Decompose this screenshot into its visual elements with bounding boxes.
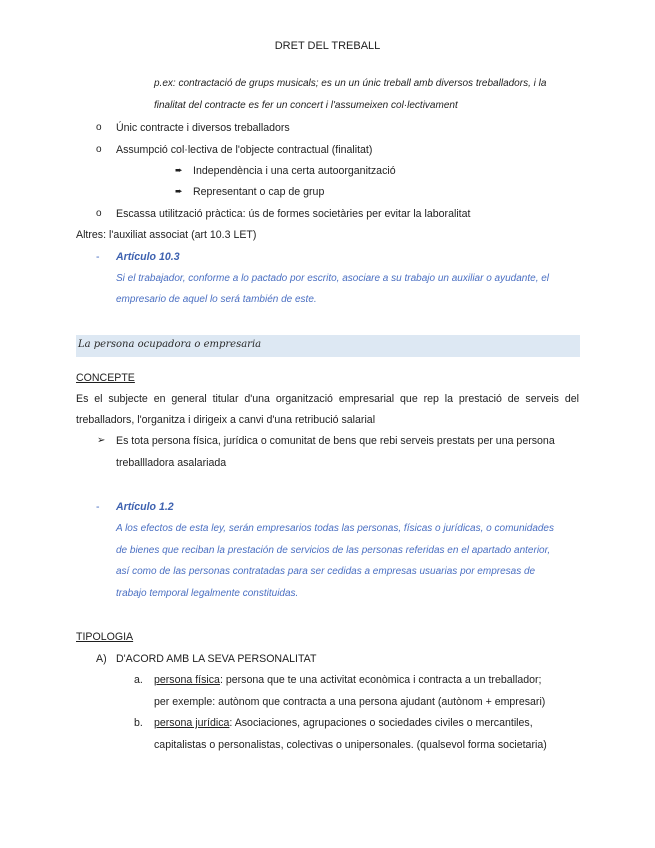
article-text-line: de bienes que reciban la prestación de servicios de las personas referidas en el apartado anterior, [116,545,551,556]
section-title: La persona ocupadora o empresaria [78,339,262,350]
article-heading: Artículo 1.2 [116,501,174,513]
list-marker: a. [134,674,143,686]
bullet-text: Escassa utilització pràctica: ús de formes societàries per evitar la laboralitat [116,208,471,220]
term: persona física [154,674,220,686]
concepte-bullet-line: treballladora asalariada [116,457,227,469]
list-marker: A) [96,653,107,665]
concepte-heading: CONCEPTE [76,372,135,384]
article-text-line: A los efectos de esta ley, serán empresarios todas las personas, físicas o jurídicas, o comunidades [116,523,554,534]
term-description: : persona que te una activitat econòmica i contracta a un treballador; [219,674,542,686]
bullet-marker: o [96,122,102,133]
article-text-line: Si el trabajador, conforme a lo pactado por escrito, asociare a su trabajo un auxiliar o ayudante, el [116,273,550,284]
list-item-line: per exemple: autònom que contracta a una persona ajudant (autònom + empresari) [154,696,546,708]
page-title: DRET DEL TREBALL [274,40,381,52]
article-heading: Artículo 10.3 [116,251,180,263]
article-dash: - [96,251,100,263]
sub-bullet-text: Representant o cap de grup [193,186,325,198]
altres-line: Altres: l'auxiliat associat (art 10.3 LET) [76,229,257,241]
list-item [154,717,533,729]
bullet-marker: o [96,208,102,219]
example-line-2: finalitat del contracte es fer un concert i l'assumeixen col·lectivament [154,100,458,111]
term-description: : Asociaciones, agrupaciones o sociedades civiles o mercantiles, [229,717,533,729]
list-item [154,674,542,686]
term: persona jurídica [154,717,230,729]
article-dash: - [96,501,100,513]
concepte-text-line: Es el subjecte en general titular d'una organització empresarial que rep la prestació de serveis del [76,393,579,405]
section-header [76,335,580,357]
sub-bullet-text: Independència i una certa autoorganització [193,165,396,177]
tipologia-heading: TIPOLOGIA [76,631,134,643]
example-line-1: p.ex: contractació de grups musicals; es un un únic treball amb diversos treballadors, i la [154,78,547,89]
article-text-line: así como de las personas contratadas para ser cedidas a empresas usuarias por empresas de [116,566,536,577]
arrow-bullet-icon: ➢ [97,435,106,446]
sub-bullet-arrow-icon: ➨ [175,186,183,196]
list-item-line: capitalistas o personalistas, colectivas o unipersonales. (qualsevol forma societaria) [154,739,547,751]
tipologia-subheading: D'ACORD AMB LA SEVA PERSONALITAT [116,653,317,665]
sub-bullet-arrow-icon: ➨ [175,165,183,175]
bullet-text: Assumpció col·lectiva de l'objecte contractual (finalitat) [116,144,373,156]
concepte-text-line: treballadors, l'organitza i dirigeix a canvi d'una retribució salarial [76,414,376,426]
article-text-line: trabajo temporal legalmente constituidas. [116,588,299,599]
article-text-line: empresario de aquel lo será también de este. [116,294,317,305]
bullet-marker: o [96,144,102,155]
bullet-text: Únic contracte i diversos treballadors [116,122,290,134]
list-marker: b. [134,717,143,729]
concepte-bullet-line: Es tota persona física, jurídica o comunitat de bens que rebi serveis prestats per una persona [116,435,555,447]
